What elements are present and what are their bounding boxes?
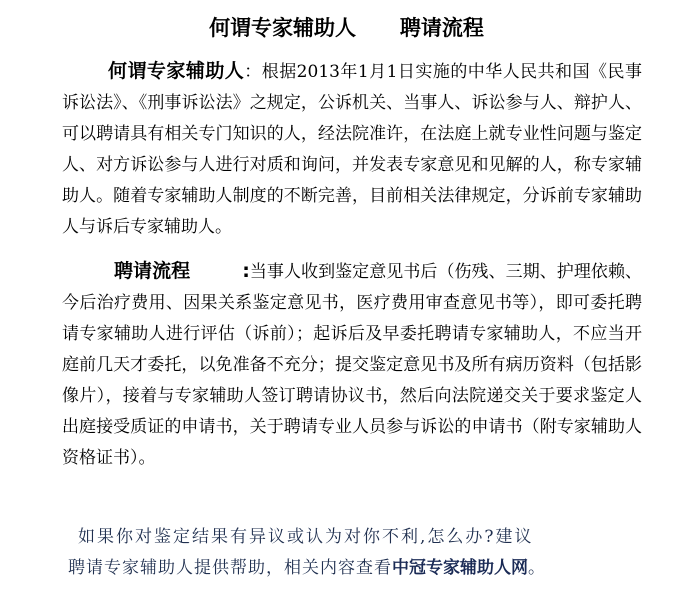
definition-colon: ： xyxy=(244,62,262,82)
definition-paragraph xyxy=(62,56,642,243)
page-title: 何谓专家辅助人 聘请流程 xyxy=(209,16,484,40)
footer-line-2 xyxy=(68,553,638,584)
definition-heading: 何谓专家辅助人 xyxy=(108,60,245,82)
footer-note xyxy=(68,522,638,584)
process-heading: 聘请流程 xyxy=(114,260,191,282)
footer-line-2-prefix: 聘请专家辅助人提供帮助，相关内容查看 xyxy=(68,558,392,578)
definition-text: 根据2013年1月1日实施的中华人民共和国《民事诉讼法》、《刑事诉讼法》之规定，公诉机关、当事人、诉讼参与人、辩护人、可以聘请具有相关专门知识的人，经法院准许，在法庭上就专业性问题与鉴定人、对方诉讼参与人进行对质和询问，并发表专家意见和见解的人，称专家辅助人。随着专家辅助人制度的不断完善，目前相关法律规定，分诉前专家辅助人与诉后专家辅助人。 xyxy=(62,62,642,237)
process-colon: : xyxy=(242,260,250,282)
process-text: 当事人收到鉴定意见书后（伤残、三期、护理依赖、今后治疗费用、因果关系鉴定意见书，医疗费用审查意见书等），即可委托聘请专家辅助人进行评估（诉前）；起诉后及早委托聘请专家辅助人，不应当开庭前几天才委托，以免准备不充分；提交鉴定意见书及所有病历资料（包括影像片），接着与专家辅助人签订聘请协议书，然后向法院递交关于要求鉴定人出庭接受质证的申请书，关于聘请专业人员参与诉讼的申请书（附专家辅助人资格证书）。 xyxy=(62,262,642,468)
site-link[interactable]: 中冠专家辅助人网 xyxy=(392,558,528,578)
footer-line-1: 如果你对鉴定结果有异议或认为对你不利,怎么办?建议 xyxy=(78,527,534,547)
process-paragraph xyxy=(62,256,642,474)
footer-line-2-suffix: 。 xyxy=(528,558,546,578)
